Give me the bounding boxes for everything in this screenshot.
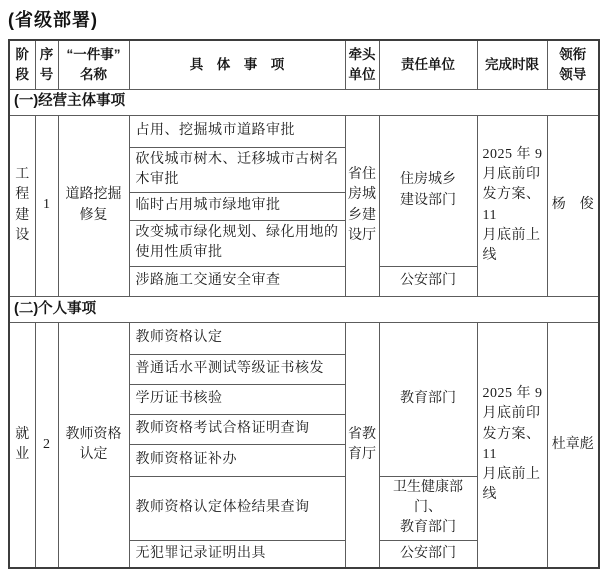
col-header-lead-unit: 牵头 单位: [345, 40, 379, 89]
section1-title: (一)经营主体事项: [9, 89, 599, 115]
lead-unit-cell: 省住 房城 乡建 设厅: [345, 115, 379, 296]
item-cell: 涉路施工交通安全审查: [129, 266, 345, 296]
item-cell: 临时占用城市绿地审批: [129, 193, 345, 221]
deployment-table: [8, 39, 600, 569]
stage-cell: 就 业: [9, 322, 35, 568]
stage-cell: 工 程 建 设: [9, 115, 35, 296]
leader-cell: 杜章彪: [547, 322, 599, 568]
col-header-resp-unit: 责任单位: [379, 40, 477, 89]
item-cell: 改变城市绿化规划、绿化用地的使用性质审批: [129, 221, 345, 267]
section-row: [9, 89, 599, 115]
resp-unit-cell: 教育部门: [379, 322, 477, 476]
item-cell: 学历证书核验: [129, 384, 345, 414]
lead-unit-cell: 省教 育厅: [345, 322, 379, 568]
deadline-cell: 2025 年 9 月底前印 发方案、11 月底前上 线: [477, 115, 547, 296]
name-cell: 教师资格 认定: [58, 322, 129, 568]
table-row: [9, 322, 599, 354]
section-row: [9, 296, 599, 322]
resp-unit-cell: 住房城乡 建设部门: [379, 115, 477, 266]
item-cell: 普通话水平测试等级证书核发: [129, 354, 345, 384]
resp-unit-cell: 公安部门: [379, 540, 477, 568]
name-cell: 道路挖掘 修复: [58, 115, 129, 296]
col-header-deadline: 完成时限: [477, 40, 547, 89]
col-header-name: “一件事” 名称: [58, 40, 129, 89]
item-cell: 砍伐城市树木、迁移城市古树名木审批: [129, 147, 345, 193]
item-cell: 教师资格考试合格证明查询: [129, 414, 345, 444]
table-row: [9, 115, 599, 147]
item-cell: 教师资格认定: [129, 322, 345, 354]
col-header-items: 具 体 事 项: [129, 40, 345, 89]
resp-unit-cell: 卫生健康部门、 教育部门: [379, 476, 477, 540]
item-cell: 教师资格证补办: [129, 444, 345, 476]
item-cell: 无犯罪记录证明出具: [129, 540, 345, 568]
col-header-seq: 序 号: [35, 40, 58, 89]
seq-cell: 2: [35, 322, 58, 568]
seq-cell: 1: [35, 115, 58, 296]
section2-title: (二)个人事项: [9, 296, 599, 322]
deadline-cell: 2025 年 9 月底前印 发方案、11 月底前上 线: [477, 322, 547, 568]
col-header-stage: 阶 段: [9, 40, 35, 89]
col-header-leader: 领衔 领导: [547, 40, 599, 89]
header-row: [9, 40, 599, 89]
leader-cell: 杨 俊: [547, 115, 599, 296]
page-title: (省级部署): [8, 10, 98, 30]
item-cell: 占用、挖掘城市道路审批: [129, 115, 345, 147]
item-cell: 教师资格认定体检结果查询: [129, 476, 345, 540]
resp-unit-cell: 公安部门: [379, 266, 477, 296]
